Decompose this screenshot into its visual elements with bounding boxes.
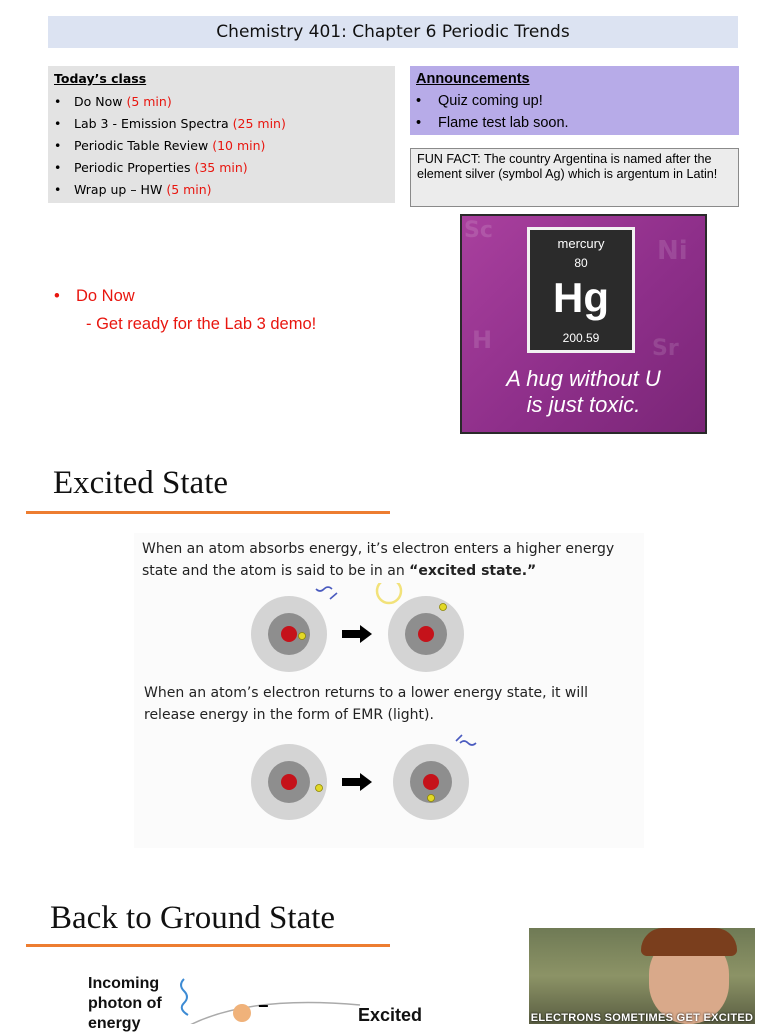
meme-caption-line1: A hug without U bbox=[506, 366, 661, 391]
arrow-icon bbox=[342, 773, 372, 791]
do-now-sub: - Get ready for the Lab 3 demo! bbox=[86, 315, 317, 333]
bg-symbol-decoration: H bbox=[472, 326, 493, 354]
element-tile bbox=[527, 227, 635, 353]
cursor-highlight-icon bbox=[377, 583, 401, 603]
element-number: 80 bbox=[574, 256, 588, 270]
do-now-bullet: • Do Now bbox=[54, 287, 135, 305]
electron-icon bbox=[233, 1004, 251, 1022]
excited-text-line2: state and the atom is said to be in an “excited state.” bbox=[142, 563, 537, 579]
todays-class-heading: Today’s class bbox=[54, 71, 147, 86]
emission-diagram bbox=[134, 731, 644, 831]
ground-state-title: Back to Ground State bbox=[50, 900, 336, 936]
arrow-icon bbox=[342, 625, 372, 643]
agenda-item: • Periodic Table Review (10 min) bbox=[54, 138, 266, 153]
ground-state-diagram bbox=[170, 975, 370, 1024]
absorption-diagram bbox=[134, 583, 644, 683]
agenda-item: • Lab 3 - Emission Spectra (25 min) bbox=[54, 116, 286, 131]
agenda-item: • Periodic Properties (35 min) bbox=[54, 160, 248, 175]
atom-ground-state bbox=[393, 744, 469, 820]
section-divider bbox=[26, 511, 390, 514]
orbit-line bbox=[190, 1003, 360, 1025]
announcements-panel bbox=[410, 66, 739, 135]
meme-caption-line2: is just toxic. bbox=[526, 392, 641, 417]
announcement-item: • Quiz coming up! bbox=[416, 93, 543, 109]
todays-class-panel bbox=[48, 66, 395, 203]
atom-excited-state bbox=[388, 596, 464, 672]
page-title: Chemistry 401: Chapter 6 Periodic Trends bbox=[48, 16, 738, 48]
mercury-meme-image bbox=[460, 214, 707, 434]
hair-shape bbox=[641, 928, 737, 956]
photon-icon bbox=[456, 735, 476, 745]
announcement-item: • Flame test lab soon. bbox=[416, 115, 569, 131]
element-name: mercury bbox=[557, 236, 605, 251]
photon-icon bbox=[316, 587, 337, 599]
section-divider bbox=[26, 944, 390, 947]
agenda-item: • Do Now (5 min) bbox=[54, 94, 172, 109]
atom-ground-state bbox=[251, 596, 327, 672]
minus-sign: − bbox=[258, 996, 269, 1016]
photon-wave-icon bbox=[181, 979, 188, 1015]
fun-fact-box bbox=[410, 148, 739, 207]
fun-fact-text: FUN FACT: The country Argentina is named after the element silver (symbol Ag) which is argentum in Latin! bbox=[417, 152, 718, 181]
atom-excited-state bbox=[251, 744, 327, 820]
excited-label: Excited bbox=[358, 1005, 423, 1025]
excited-kid-meme-image bbox=[529, 928, 755, 1024]
release-text-line1: When an atom’s electron returns to a lower energy state, it will bbox=[144, 685, 589, 701]
release-text-line2: release energy in the form of EMR (light). bbox=[144, 707, 434, 723]
excited-text-line1: When an atom absorbs energy, it’s electron enters a higher energy bbox=[142, 541, 615, 557]
excited-state-slide bbox=[134, 533, 644, 848]
bg-symbol-decoration: Sc bbox=[464, 218, 493, 243]
photon-label: Incoming photon of energy bbox=[88, 975, 162, 1032]
bg-symbol-decoration: Ni bbox=[657, 236, 688, 266]
meme-caption: ELECTRONS SOMETIMES GET EXCITED bbox=[530, 1012, 754, 1024]
element-mass: 200.59 bbox=[562, 331, 600, 345]
bg-symbol-decoration: Sr bbox=[652, 336, 679, 361]
announcements-heading: Announcements bbox=[416, 71, 530, 87]
agenda-item: • Wrap up – HW (5 min) bbox=[54, 182, 212, 197]
excited-state-title: Excited State bbox=[53, 465, 229, 501]
element-symbol: Hg bbox=[553, 274, 609, 321]
